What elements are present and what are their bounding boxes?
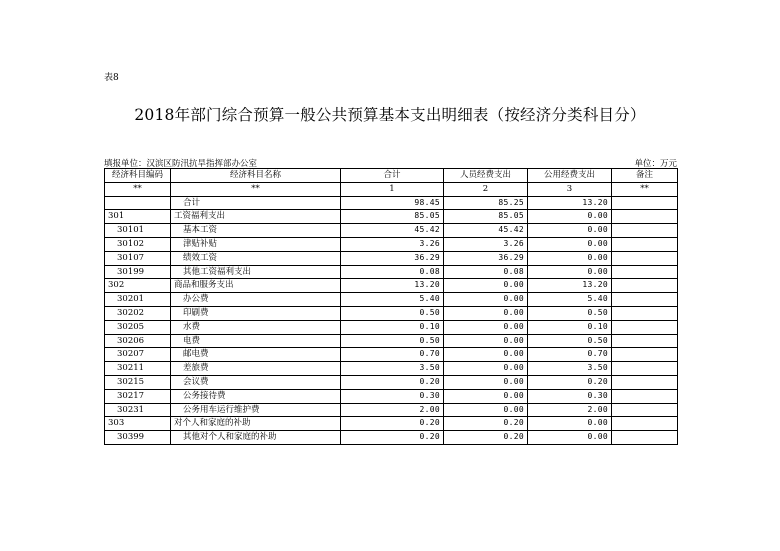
cell-code: 303 [105, 417, 171, 431]
table-row [105, 196, 678, 210]
cell-name: 工资福利支出 [171, 210, 341, 224]
cell-code: 30199 [105, 265, 171, 279]
cell-note [612, 389, 678, 403]
table-row [105, 403, 678, 417]
index-cell: 1 [341, 182, 444, 196]
cell-note [612, 293, 678, 307]
cell-personnel: 0.00 [444, 362, 528, 376]
cell-name: 对个人和家庭的补助 [171, 417, 341, 431]
cell-name: 其他对个人和家庭的补助 [171, 431, 341, 445]
cell-name: 公务接待费 [171, 389, 341, 403]
cell-public: 3.50 [528, 362, 612, 376]
cell-note [612, 320, 678, 334]
table-row [105, 389, 678, 403]
table-row [105, 210, 678, 224]
cell-public: 2.00 [528, 403, 612, 417]
cell-note [612, 403, 678, 417]
cell-total: 98.45 [341, 196, 444, 210]
cell-name: 印刷费 [171, 306, 341, 320]
cell-code: 30205 [105, 320, 171, 334]
cell-public: 0.50 [528, 334, 612, 348]
cell-total: 0.50 [341, 306, 444, 320]
cell-public: 0.00 [528, 251, 612, 265]
cell-name: 会议费 [171, 375, 341, 389]
cell-note [612, 417, 678, 431]
index-row [105, 182, 678, 196]
cell-name: 水费 [171, 320, 341, 334]
cell-personnel: 0.00 [444, 348, 528, 362]
header-note: 备注 [612, 169, 678, 183]
table-row [105, 237, 678, 251]
cell-note [612, 348, 678, 362]
cell-personnel: 3.26 [444, 237, 528, 251]
cell-personnel: 0.08 [444, 265, 528, 279]
table-number-label: 表8 [104, 73, 119, 83]
cell-personnel: 0.20 [444, 417, 528, 431]
cell-code: 30102 [105, 237, 171, 251]
header-row [105, 169, 678, 183]
cell-name: 基本工资 [171, 224, 341, 238]
cell-public: 13.20 [528, 196, 612, 210]
table-row [105, 375, 678, 389]
cell-public: 0.00 [528, 237, 612, 251]
cell-code: 30231 [105, 403, 171, 417]
cell-code: 302 [105, 279, 171, 293]
cell-code: 30206 [105, 334, 171, 348]
cell-name: 津贴补贴 [171, 237, 341, 251]
cell-name: 差旅费 [171, 362, 341, 376]
table-row [105, 334, 678, 348]
table-row [105, 251, 678, 265]
cell-personnel: 0.00 [444, 334, 528, 348]
cell-note [612, 431, 678, 445]
cell-note [612, 251, 678, 265]
cell-total: 45.42 [341, 224, 444, 238]
cell-public: 0.00 [528, 265, 612, 279]
cell-public: 13.20 [528, 279, 612, 293]
cell-public: 0.70 [528, 348, 612, 362]
cell-name: 邮电费 [171, 348, 341, 362]
cell-personnel: 0.00 [444, 375, 528, 389]
cell-note [612, 375, 678, 389]
cell-note [612, 362, 678, 376]
cell-public: 0.00 [528, 417, 612, 431]
cell-total: 0.20 [341, 375, 444, 389]
cell-total: 36.29 [341, 251, 444, 265]
cell-code: 30201 [105, 293, 171, 307]
table-row [105, 362, 678, 376]
cell-name: 其他工资福利支出 [171, 265, 341, 279]
cell-code: 30215 [105, 375, 171, 389]
cell-note [612, 224, 678, 238]
cell-personnel: 36.29 [444, 251, 528, 265]
cell-total: 0.70 [341, 348, 444, 362]
cell-code [105, 196, 171, 210]
cell-total: 5.40 [341, 293, 444, 307]
cell-note [612, 265, 678, 279]
cell-personnel: 0.00 [444, 279, 528, 293]
cell-code: 30399 [105, 431, 171, 445]
cell-note [612, 237, 678, 251]
cell-public: 0.10 [528, 320, 612, 334]
cell-code: 30217 [105, 389, 171, 403]
table-body [105, 196, 678, 444]
cell-note [612, 334, 678, 348]
cell-public: 0.00 [528, 431, 612, 445]
cell-total: 0.08 [341, 265, 444, 279]
cell-code: 30107 [105, 251, 171, 265]
cell-personnel: 0.00 [444, 306, 528, 320]
header-total: 合计 [341, 169, 444, 183]
cell-note [612, 279, 678, 293]
header-public: 公用经费支出 [528, 169, 612, 183]
cell-name: 商品和服务支出 [171, 279, 341, 293]
cell-code: 30211 [105, 362, 171, 376]
cell-personnel: 0.00 [444, 403, 528, 417]
cell-public: 5.40 [528, 293, 612, 307]
cell-public: 0.50 [528, 306, 612, 320]
header-code: 经济科目编码 [105, 169, 171, 183]
cell-name: 电费 [171, 334, 341, 348]
cell-total: 2.00 [341, 403, 444, 417]
budget-table [104, 168, 678, 445]
table-row [105, 279, 678, 293]
cell-public: 0.30 [528, 389, 612, 403]
cell-total: 0.20 [341, 431, 444, 445]
cell-total: 0.10 [341, 320, 444, 334]
table-row [105, 320, 678, 334]
cell-name: 办公费 [171, 293, 341, 307]
reporting-unit: 填报单位：汉滨区防汛抗旱指挥部办公室 [104, 159, 258, 169]
cell-name: 公务用车运行维护费 [171, 403, 341, 417]
index-cell: ** [105, 182, 171, 196]
table-row [105, 224, 678, 238]
cell-personnel: 0.00 [444, 320, 528, 334]
cell-code: 301 [105, 210, 171, 224]
header-personnel: 人员经费支出 [444, 169, 528, 183]
cell-total: 3.50 [341, 362, 444, 376]
cell-total: 0.30 [341, 389, 444, 403]
cell-code: 30202 [105, 306, 171, 320]
cell-name: 合计 [171, 196, 341, 210]
index-cell: 2 [444, 182, 528, 196]
cell-personnel: 0.00 [444, 293, 528, 307]
table-row [105, 306, 678, 320]
cell-personnel: 0.20 [444, 431, 528, 445]
index-cell: ** [612, 182, 678, 196]
cell-public: 0.20 [528, 375, 612, 389]
cell-note [612, 210, 678, 224]
cell-total: 85.05 [341, 210, 444, 224]
table-row [105, 265, 678, 279]
index-cell: ** [171, 182, 341, 196]
cell-total: 3.26 [341, 237, 444, 251]
cell-code: 30101 [105, 224, 171, 238]
cell-code: 30207 [105, 348, 171, 362]
cell-note [612, 306, 678, 320]
table-row [105, 348, 678, 362]
header-name: 经济科目名称 [171, 169, 341, 183]
cell-public: 0.00 [528, 224, 612, 238]
cell-total: 13.20 [341, 279, 444, 293]
cell-total: 0.20 [341, 417, 444, 431]
cell-public: 0.00 [528, 210, 612, 224]
cell-personnel: 85.25 [444, 196, 528, 210]
currency-unit: 单位：万元 [634, 159, 677, 169]
document-title: 2018年部门综合预算一般公共预算基本支出明细表（按经济分类科目分） [134, 106, 646, 124]
table-row [105, 293, 678, 307]
cell-personnel: 85.05 [444, 210, 528, 224]
cell-note [612, 196, 678, 210]
cell-personnel: 0.00 [444, 389, 528, 403]
cell-name: 绩效工资 [171, 251, 341, 265]
cell-total: 0.50 [341, 334, 444, 348]
cell-personnel: 45.42 [444, 224, 528, 238]
table-row [105, 417, 678, 431]
index-cell: 3 [528, 182, 612, 196]
table-row [105, 431, 678, 445]
